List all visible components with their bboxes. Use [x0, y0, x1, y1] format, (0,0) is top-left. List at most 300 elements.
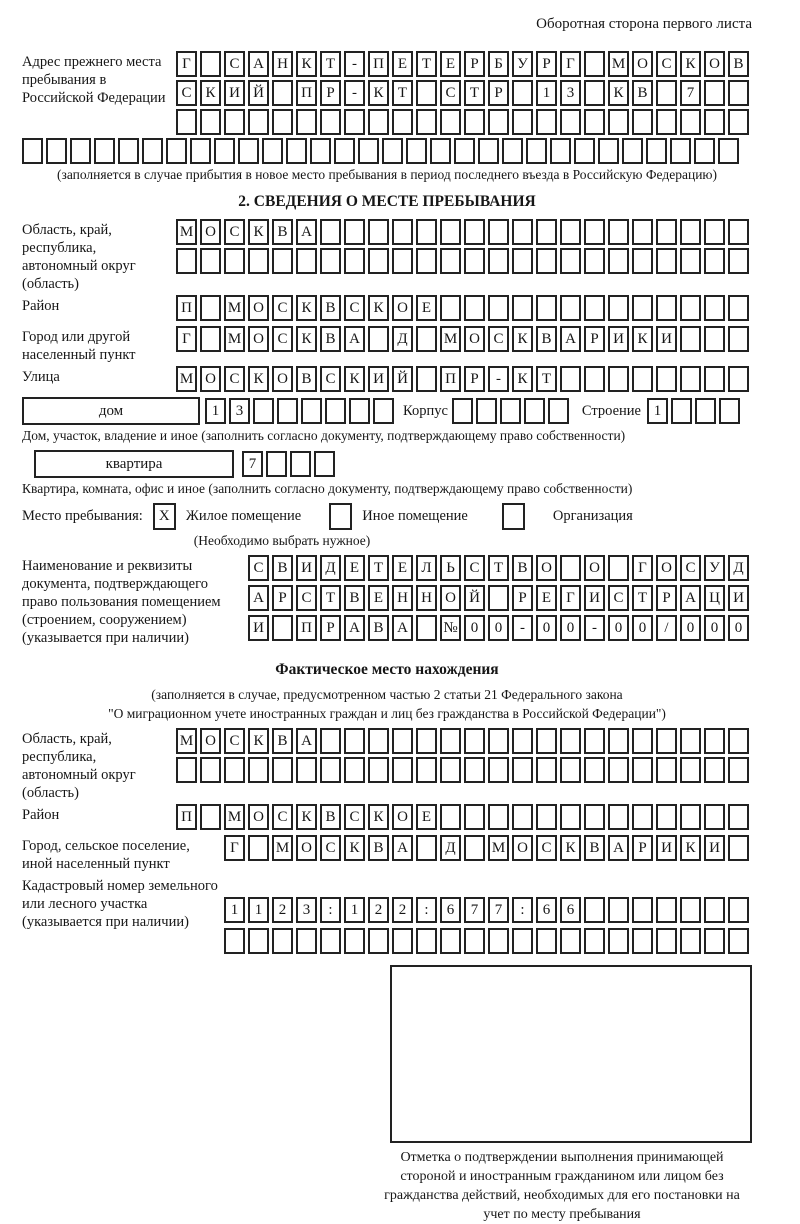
char-cell — [344, 757, 365, 783]
char-cell — [224, 928, 245, 954]
prev-address-note: (заполняется в случае прибытия в новое место пребывания в период последнего въезда в Российскую Федерацию) — [56, 167, 718, 182]
char-cell — [704, 897, 725, 923]
char-cell: Е — [392, 51, 413, 77]
char-cell — [632, 728, 653, 754]
char-cell: Е — [536, 585, 557, 611]
char-cell — [560, 728, 581, 754]
char-cell — [536, 928, 557, 954]
char-cell — [301, 398, 322, 424]
char-cell — [680, 728, 701, 754]
char-cell — [488, 928, 509, 954]
char-cell: С — [272, 295, 293, 321]
char-cell: В — [320, 295, 341, 321]
char-cell: К — [248, 219, 269, 245]
char-cell — [368, 928, 389, 954]
char-cell — [272, 928, 293, 954]
char-cell: В — [296, 366, 317, 392]
char-cell: 1 — [224, 897, 245, 923]
char-cell — [253, 398, 274, 424]
char-cell — [524, 398, 545, 424]
char-cell — [454, 138, 475, 164]
char-cell — [248, 248, 269, 274]
char-cell: М — [176, 728, 197, 754]
char-cell — [118, 138, 139, 164]
field-district — [22, 295, 752, 324]
region-row-1 — [176, 219, 752, 245]
char-cell: Р — [464, 366, 485, 392]
char-cell — [536, 219, 557, 245]
char-cell: - — [488, 366, 509, 392]
char-cell: Г — [560, 585, 581, 611]
field-factual-district — [22, 804, 752, 833]
field-cadastre — [22, 875, 752, 957]
char-cell — [704, 109, 725, 135]
char-cell: С — [224, 51, 245, 77]
char-cell: И — [704, 835, 725, 861]
char-cell — [680, 804, 701, 830]
char-cell: О — [704, 51, 725, 77]
char-cell: С — [296, 585, 317, 611]
char-cell — [296, 248, 317, 274]
char-cell — [632, 248, 653, 274]
char-cell: О — [536, 555, 557, 581]
char-cell: Р — [320, 615, 341, 641]
char-cell: 1 — [536, 80, 557, 106]
char-cell — [464, 835, 485, 861]
char-cell — [728, 80, 749, 106]
char-cell — [728, 897, 749, 923]
field-apartment — [22, 450, 752, 478]
char-cell — [296, 109, 317, 135]
field-region — [22, 219, 752, 293]
char-cell — [680, 219, 701, 245]
char-cell — [262, 138, 283, 164]
char-cell — [310, 138, 331, 164]
korpus-label: Корпус — [403, 403, 448, 419]
char-cell: С — [344, 295, 365, 321]
cadastre-row-2 — [224, 928, 752, 954]
char-cell: К — [368, 804, 389, 830]
char-cell — [224, 757, 245, 783]
char-cell — [290, 451, 311, 477]
char-cell: В — [344, 585, 365, 611]
char-cell: 1 — [647, 398, 668, 424]
char-cell — [344, 248, 365, 274]
char-cell: К — [680, 51, 701, 77]
city-row — [176, 326, 752, 352]
char-cell — [266, 451, 287, 477]
char-cell — [320, 757, 341, 783]
char-cell — [286, 138, 307, 164]
document-row-2 — [248, 585, 752, 611]
char-cell: Д — [392, 326, 413, 352]
char-cell — [368, 248, 389, 274]
char-cell: П — [296, 615, 317, 641]
char-cell — [512, 757, 533, 783]
char-cell — [200, 295, 221, 321]
char-cell — [560, 295, 581, 321]
factual-city-label: Город, сельское поселение, иной населенный пункт — [22, 838, 190, 872]
char-cell — [416, 835, 437, 861]
char-cell: Р — [632, 835, 653, 861]
char-cell — [452, 398, 473, 424]
char-cell — [440, 109, 461, 135]
char-cell — [704, 804, 725, 830]
char-cell: 7 — [242, 451, 263, 477]
char-cell — [632, 109, 653, 135]
char-cell — [704, 219, 725, 245]
char-cell — [728, 295, 749, 321]
char-cell — [464, 295, 485, 321]
char-cell — [344, 109, 365, 135]
char-cell — [358, 138, 379, 164]
char-cell — [680, 366, 701, 392]
char-cell: П — [440, 366, 461, 392]
char-cell — [704, 326, 725, 352]
char-cell — [608, 109, 629, 135]
char-cell: 0 — [536, 615, 557, 641]
char-cell: О — [200, 219, 221, 245]
char-cell — [608, 555, 629, 581]
char-cell — [728, 248, 749, 274]
char-cell — [368, 728, 389, 754]
char-cell: А — [344, 615, 365, 641]
char-cell: К — [296, 295, 317, 321]
char-cell — [200, 51, 221, 77]
char-cell: А — [296, 728, 317, 754]
char-cell: Т — [536, 366, 557, 392]
option-organization-label: Организация — [552, 508, 633, 524]
char-cell — [430, 138, 451, 164]
char-cell — [464, 219, 485, 245]
char-cell — [200, 757, 221, 783]
char-cell — [46, 138, 67, 164]
char-cell: А — [248, 51, 269, 77]
char-cell: Г — [560, 51, 581, 77]
apartment-box: квартира — [34, 450, 234, 478]
char-cell: С — [440, 80, 461, 106]
char-cell: 1 — [344, 897, 365, 923]
option-other-premises-label: Иное помещение — [362, 508, 468, 524]
char-cell: 1 — [205, 398, 226, 424]
char-cell: К — [344, 835, 365, 861]
char-cell — [488, 219, 509, 245]
factual-city-row — [224, 835, 752, 861]
char-cell: Т — [320, 51, 341, 77]
char-cell — [574, 138, 595, 164]
char-cell: С — [320, 835, 341, 861]
char-cell — [584, 757, 605, 783]
char-cell: С — [224, 728, 245, 754]
district-label: Район — [22, 298, 60, 314]
char-cell: 0 — [704, 615, 725, 641]
char-cell — [344, 219, 365, 245]
char-cell: О — [440, 585, 461, 611]
char-cell — [478, 138, 499, 164]
char-cell: А — [608, 835, 629, 861]
char-cell: И — [296, 555, 317, 581]
char-cell: К — [368, 80, 389, 106]
char-cell — [608, 897, 629, 923]
char-cell — [584, 728, 605, 754]
char-cell — [70, 138, 91, 164]
char-cell — [416, 728, 437, 754]
char-cell — [248, 109, 269, 135]
char-cell: П — [296, 80, 317, 106]
char-cell — [560, 804, 581, 830]
district-row — [176, 295, 752, 321]
char-cell: К — [512, 366, 533, 392]
char-cell — [272, 248, 293, 274]
char-cell — [464, 804, 485, 830]
page-side-note: Оборотная сторона первого листа — [536, 16, 752, 32]
char-cell: 0 — [632, 615, 653, 641]
char-cell: 3 — [296, 897, 317, 923]
char-cell — [560, 757, 581, 783]
char-cell: А — [248, 585, 269, 611]
char-cell — [632, 804, 653, 830]
char-cell — [325, 398, 346, 424]
char-cell — [680, 326, 701, 352]
char-cell: С — [608, 585, 629, 611]
factual-region-row-2 — [176, 757, 752, 783]
char-cell — [512, 928, 533, 954]
char-cell — [704, 757, 725, 783]
char-cell: Е — [440, 51, 461, 77]
char-cell: - — [512, 615, 533, 641]
char-cell: С — [680, 555, 701, 581]
char-cell: В — [272, 219, 293, 245]
char-cell — [392, 109, 413, 135]
char-cell — [502, 138, 523, 164]
char-cell — [440, 248, 461, 274]
char-cell: Р — [656, 585, 677, 611]
stay-type-note: (Необходимо выбрать нужное) — [193, 533, 371, 548]
field-factual-region — [22, 728, 752, 802]
region-row-2 — [176, 248, 752, 274]
char-cell — [512, 219, 533, 245]
char-cell: 0 — [728, 615, 749, 641]
char-cell — [728, 835, 749, 861]
char-cell — [416, 109, 437, 135]
char-cell — [22, 138, 43, 164]
char-cell — [584, 366, 605, 392]
char-cell: О — [632, 51, 653, 77]
char-cell: Д — [728, 555, 749, 581]
cadastre-label: Кадастровый номер земельного или лесного участка (указывается при наличии) — [22, 878, 218, 930]
apartment-note: Квартира, комната, офис и иное (заполнить согласно документу, подтверждающему право собственности) — [22, 481, 633, 496]
char-cell — [704, 295, 725, 321]
char-cell: Г — [176, 51, 197, 77]
char-cell — [440, 219, 461, 245]
char-cell: А — [392, 615, 413, 641]
house-box: дом — [22, 397, 200, 425]
char-cell — [560, 109, 581, 135]
char-cell: М — [488, 835, 509, 861]
char-cell — [416, 928, 437, 954]
char-cell: В — [272, 555, 293, 581]
char-cell: А — [560, 326, 581, 352]
char-cell — [392, 757, 413, 783]
char-cell: Р — [584, 326, 605, 352]
char-cell — [656, 897, 677, 923]
char-cell: Т — [416, 51, 437, 77]
char-cell — [704, 728, 725, 754]
char-cell — [512, 804, 533, 830]
street-label: Улица — [22, 369, 60, 385]
char-cell: М — [176, 219, 197, 245]
char-cell — [536, 757, 557, 783]
char-cell: К — [608, 80, 629, 106]
char-cell: К — [248, 728, 269, 754]
char-cell: С — [464, 555, 485, 581]
char-cell — [728, 728, 749, 754]
char-cell: Р — [488, 80, 509, 106]
char-cell — [656, 366, 677, 392]
region-label: Область, край, республика, автономный округ (область) — [22, 222, 136, 292]
char-cell — [406, 138, 427, 164]
char-cell — [670, 138, 691, 164]
char-cell — [416, 248, 437, 274]
char-cell — [584, 51, 605, 77]
document-row-1 — [248, 555, 752, 581]
korpus-cells — [452, 398, 572, 424]
char-cell: П — [368, 51, 389, 77]
char-cell: О — [248, 295, 269, 321]
char-cell: О — [248, 804, 269, 830]
char-cell — [272, 615, 293, 641]
char-cell: С — [224, 219, 245, 245]
char-cell — [368, 757, 389, 783]
char-cell — [142, 138, 163, 164]
char-cell: 0 — [488, 615, 509, 641]
char-cell — [632, 219, 653, 245]
char-cell — [656, 728, 677, 754]
char-cell — [608, 804, 629, 830]
factual-region-row-1 — [176, 728, 752, 754]
char-cell — [680, 248, 701, 274]
char-cell — [584, 80, 605, 106]
document-label: Наименование и реквизиты документа, подтверждающего право пользования помещением (строением, сооружением) (указывается при наличии) — [22, 558, 221, 646]
char-cell: И — [728, 585, 749, 611]
char-cell: Н — [416, 585, 437, 611]
char-cell: И — [656, 326, 677, 352]
char-cell: М — [176, 366, 197, 392]
char-cell: В — [584, 835, 605, 861]
char-cell — [622, 138, 643, 164]
char-cell: С — [176, 80, 197, 106]
char-cell: П — [176, 804, 197, 830]
char-cell — [656, 80, 677, 106]
char-cell — [334, 138, 355, 164]
char-cell — [176, 757, 197, 783]
char-cell: А — [680, 585, 701, 611]
field-house — [22, 397, 752, 425]
char-cell: К — [296, 804, 317, 830]
char-cell: И — [608, 326, 629, 352]
char-cell: Й — [464, 585, 485, 611]
char-cell: О — [248, 326, 269, 352]
char-cell: У — [512, 51, 533, 77]
char-cell — [656, 248, 677, 274]
char-cell — [680, 109, 701, 135]
char-cell — [296, 928, 317, 954]
char-cell: 1 — [248, 897, 269, 923]
char-cell — [584, 928, 605, 954]
char-cell — [584, 248, 605, 274]
char-cell: К — [248, 366, 269, 392]
stroenie-label: Строение — [581, 403, 641, 419]
char-cell — [608, 295, 629, 321]
char-cell: М — [440, 326, 461, 352]
char-cell — [248, 757, 269, 783]
char-cell: И — [656, 835, 677, 861]
char-cell: Р — [464, 51, 485, 77]
char-cell: С — [320, 366, 341, 392]
char-cell: Н — [272, 51, 293, 77]
char-cell: 0 — [464, 615, 485, 641]
char-cell — [224, 248, 245, 274]
char-cell — [536, 804, 557, 830]
char-cell — [200, 326, 221, 352]
field-city — [22, 326, 752, 364]
char-cell — [584, 295, 605, 321]
char-cell — [560, 928, 581, 954]
char-cell — [248, 928, 269, 954]
stay-type-row — [22, 503, 752, 530]
char-cell — [526, 138, 547, 164]
char-cell: 2 — [272, 897, 293, 923]
char-cell — [368, 219, 389, 245]
char-cell — [656, 757, 677, 783]
char-cell — [608, 928, 629, 954]
char-cell — [632, 295, 653, 321]
prev-address-label: Адрес прежнего места пребывания в Российской Федерации — [22, 54, 166, 106]
char-cell — [314, 451, 335, 477]
char-cell: 7 — [488, 897, 509, 923]
char-cell: К — [296, 51, 317, 77]
char-cell — [464, 928, 485, 954]
char-cell — [608, 728, 629, 754]
char-cell — [512, 248, 533, 274]
char-cell: В — [368, 835, 389, 861]
char-cell: К — [200, 80, 221, 106]
stamp-caption: Отметка о подтверждении выполнения принимающей стороной и иностранным гражданином или лицом без гражданства действий, необходимых для его постановки на учет по месту пребывания — [384, 1150, 740, 1222]
char-cell — [248, 835, 269, 861]
char-cell: О — [200, 728, 221, 754]
char-cell — [728, 804, 749, 830]
char-cell: А — [344, 326, 365, 352]
char-cell — [166, 138, 187, 164]
char-cell — [176, 248, 197, 274]
char-cell: Е — [344, 555, 365, 581]
char-cell: С — [536, 835, 557, 861]
char-cell — [608, 219, 629, 245]
char-cell: И — [248, 615, 269, 641]
char-cell — [608, 248, 629, 274]
char-cell: И — [368, 366, 389, 392]
char-cell: Е — [392, 555, 413, 581]
char-cell: М — [224, 804, 245, 830]
char-cell: С — [272, 804, 293, 830]
char-cell: В — [512, 555, 533, 581]
char-cell — [296, 757, 317, 783]
char-cell: М — [224, 326, 245, 352]
char-cell — [694, 138, 715, 164]
char-cell — [488, 585, 509, 611]
char-cell — [704, 366, 725, 392]
char-cell: В — [368, 615, 389, 641]
